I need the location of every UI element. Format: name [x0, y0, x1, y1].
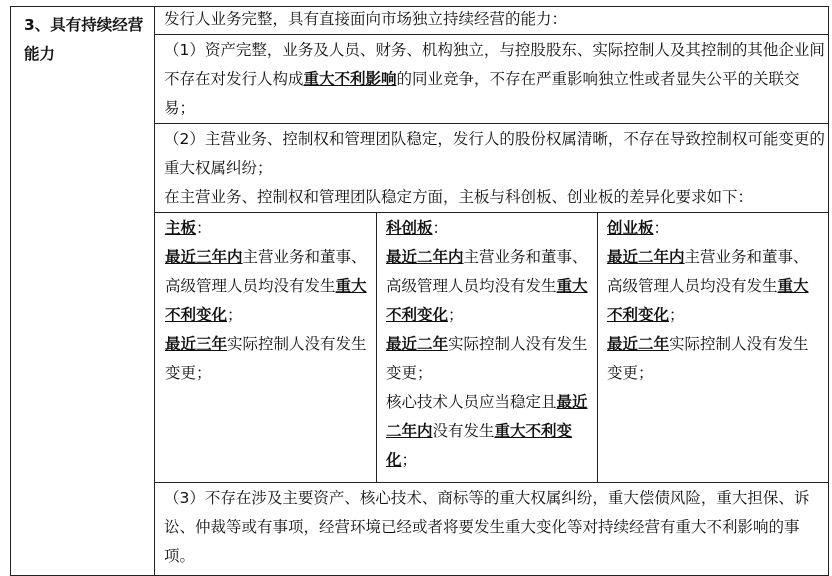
section-heading — [10, 6, 155, 576]
colon: ： — [653, 219, 670, 237]
board-chinext — [597, 214, 829, 482]
requirement-text: 主营业务和董事、高级管理人员均没有发生 — [607, 248, 809, 295]
period: 最近二年内 — [607, 248, 685, 266]
intro-row — [155, 5, 829, 34]
board-star-name: 科创板 — [386, 219, 433, 237]
punct: ； — [401, 451, 418, 469]
punct: ； — [448, 306, 464, 324]
requirement-text: 主营业务和董事、高级管理人员均没有发生 — [165, 248, 367, 295]
section-number: 3、 — [24, 16, 51, 34]
emphasis: 重大不利变化 — [607, 277, 809, 324]
period: 最近二年内 — [386, 393, 588, 440]
intro-text: 发行人业务完整，具有直接面向市场独立持续经营的能力： — [164, 10, 568, 28]
period: 最近三年内 — [165, 248, 243, 266]
divider — [155, 482, 829, 483]
requirement-text: 主营业务和董事、高级管理人员均没有发生 — [386, 248, 588, 295]
board-main-name: 主板 — [165, 219, 197, 237]
board-main — [155, 214, 376, 482]
requirement-text: 核心技术人员应当稳定且 — [386, 393, 557, 411]
requirement-text: 实际控制人没有发生变更； — [607, 335, 809, 382]
item-3 — [155, 484, 827, 569]
item-1 — [155, 35, 827, 122]
item-2-text: （2）主营业务、控制权和管理团队稳定，发行人的股份权属清晰，不存在导致控制权可能变更的重大权属纠纷； — [164, 130, 825, 177]
requirement-text: 实际控制人没有发生变更； — [165, 335, 367, 382]
emphasis: 重大不利变化 — [386, 422, 573, 469]
item-1-emphasis: 重大不利影响 — [303, 70, 397, 88]
item-2-compare-intro: 在主营业务、控制权和管理团队稳定方面，主板与科创板、创业板的差异化要求如下： — [164, 188, 754, 206]
period: 最近三年 — [165, 335, 228, 353]
requirement-text: 实际控制人没有发生变更； — [386, 335, 588, 382]
period: 最近二年 — [607, 335, 670, 353]
section-title: 具有持续经营能力 — [24, 16, 144, 63]
punct: ； — [227, 306, 243, 324]
emphasis: 重大不利变化 — [386, 277, 588, 324]
board-chinext-name: 创业板 — [607, 219, 654, 237]
colon: ： — [196, 219, 212, 237]
item-3-text: （3）不存在涉及主要资产、核心技术、商标等的重大权属纠纷，重大偿债风险，重大担保、诉讼、仲裁等或有事项，经营环境已经或者将要发生重大变化等对持续经营有重大不利影响的事项。 — [164, 489, 810, 565]
colon: ： — [432, 219, 449, 237]
period: 最近二年内 — [386, 248, 464, 266]
item-1-text: （1）资产完整，业务及人员、财务、机构独立，与控股股东、实际控制人及其控制的其他企业间不存在对发行人构成 — [164, 41, 825, 88]
emphasis: 重大不利变化 — [165, 277, 367, 324]
board-star — [376, 214, 597, 482]
period: 最近二年 — [386, 335, 449, 353]
divider — [155, 212, 829, 213]
item-1-text-end: 的同业竞争，不存在严重影响独立性或者显失公平的关联交易； — [164, 70, 800, 117]
requirement-text: 没有发生 — [432, 422, 495, 440]
punct: ； — [669, 306, 685, 324]
item-2 — [155, 124, 827, 212]
